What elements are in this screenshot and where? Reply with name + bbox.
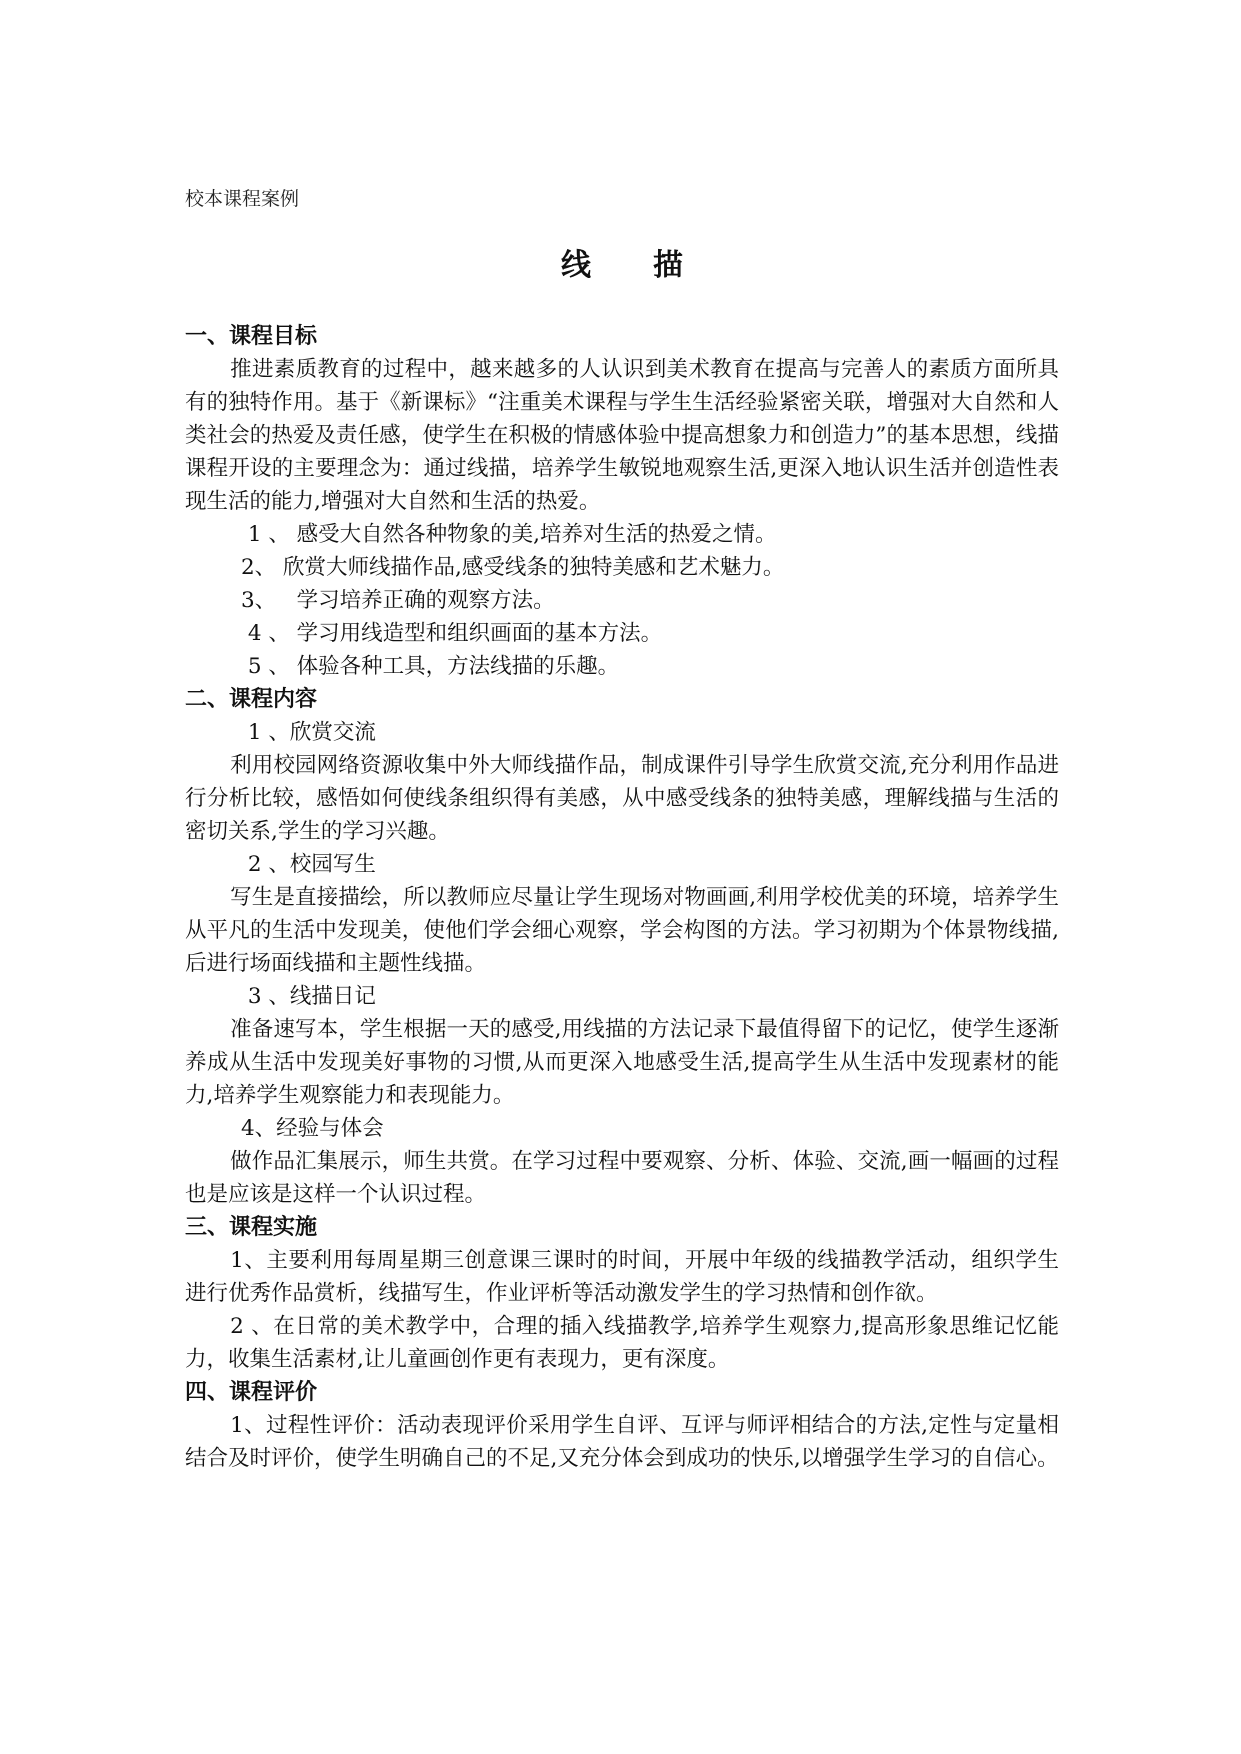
content-sub2-title: 2 、校园写生 <box>241 852 376 877</box>
content-sub1-title: 1 、欣赏交流 <box>241 720 376 745</box>
goals-item-3: 3、 学习培养正确的观察方法。 <box>241 588 555 613</box>
section-heading-goals: 一、课程目标 <box>185 324 318 349</box>
document-page <box>185 186 1059 1475</box>
page-title: 线描 <box>561 248 745 283</box>
goals-intro-paragraph: 推进素质教育的过程中，越来越多的人认识到美术教育在提高与完善人的素质方面所具有的独特作用。基于《新课标》“注重美术课程与学生生活经验紧密关联，增强对大自然和人类社会的热爱及责任感，使学生在积极的情感体验中提高想象力和创造力”的基本思想，线描课程开设的主要理念为：通过线描，培养学生敏锐地观察生活,更深入地认识生活并创造性表现生活的能力,增强对大自然和生活的热爱。 <box>185 357 1059 514</box>
goals-item-2: 2、 欣赏大师线描作品,感受线条的独特美感和艺术魅力。 <box>241 555 785 580</box>
content-sub3-title: 3 、线描日记 <box>241 984 376 1009</box>
header-label: 校本课程案例 <box>185 188 300 210</box>
content-sub2-text: 写生是直接描绘，所以教师应尽量让学生现场对物画画,利用学校优美的环境，培养学生从平凡的生活中发现美，使他们学会细心观察，学会构图的方法。学习初期为个体景物线描,后进行场面线描和主题性线描。 <box>185 885 1059 976</box>
section-heading-implementation: 三、课程实施 <box>185 1215 318 1240</box>
evaluation-paragraph-1: 1、过程性评价：活动表现评价采用学生自评、互评与师评相结合的方法,定性与定量相结合及时评价，使学生明确自己的不足,又充分体会到成功的快乐,以增强学生学习的自信心。 <box>185 1413 1059 1471</box>
implementation-paragraph-1: 1、主要利用每周星期三创意课三课时的时间，开展中年级的线描教学活动，组织学生进行优秀作品赏析，线描写生，作业评析等活动激发学生的学习热情和创作欲。 <box>185 1248 1059 1306</box>
content-sub3-text: 准备速写本，学生根据一天的感受,用线描的方法记录下最值得留下的记忆，使学生逐渐养成从生活中发现美好事物的习惯,从而更深入地感受生活,提高学生从生活中发现素材的能力,培养学生观察能力和表现能力。 <box>185 1017 1059 1108</box>
goals-item-4: 4 、 学习用线造型和组织画面的基本方法。 <box>241 621 663 646</box>
content-sub1-text: 利用校园网络资源收集中外大师线描作品，制成课件引导学生欣赏交流,充分利用作品进行分析比较，感悟如何使线条组织得有美感，从中感受线条的独特美感，理解线描与生活的密切关系,学生的学习兴趣。 <box>185 753 1059 844</box>
content-sub4-text: 做作品汇集展示，师生共赏。在学习过程中要观察、分析、体验、交流,画一幅画的过程也是应该是这样一个认识过程。 <box>185 1149 1059 1207</box>
goals-item-5: 5 、 体验各种工具，方法线描的乐趣。 <box>241 654 620 679</box>
goals-item-1: 1 、 感受大自然各种物象的美,培养对生活的热爱之情。 <box>241 522 777 547</box>
implementation-paragraph-2: 2 、在日常的美术教学中，合理的插入线描教学,培养学生观察力,提高形象思维记忆能力，收集生活素材,让儿童画创作更有表现力，更有深度。 <box>185 1314 1059 1372</box>
content-sub4-title: 4、经验与体会 <box>241 1116 384 1141</box>
section-heading-evaluation: 四、课程评价 <box>185 1380 318 1405</box>
section-heading-content: 二、课程内容 <box>185 687 318 712</box>
